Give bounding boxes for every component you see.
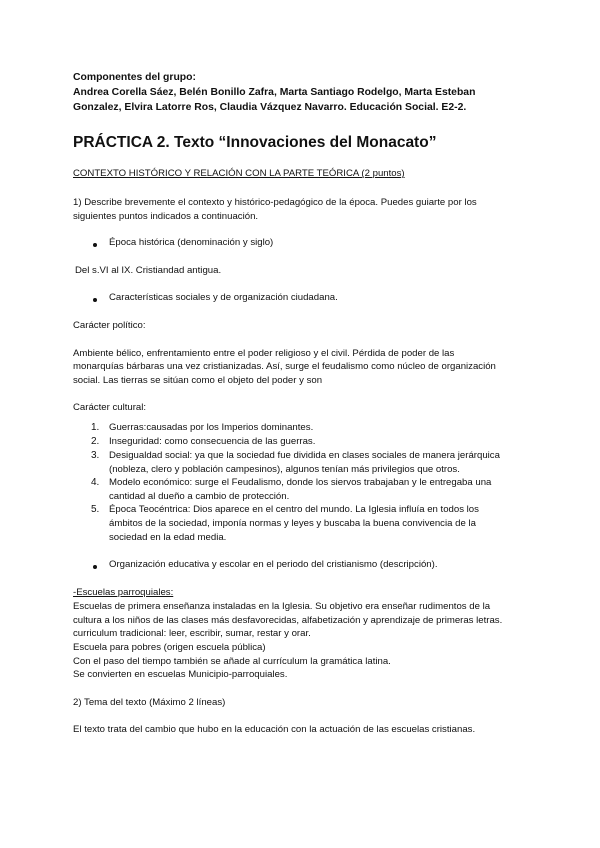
question-1-text: siguientes puntos indicados a continuación. <box>73 211 259 222</box>
list-number: 3. <box>91 450 100 461</box>
bullet-icon <box>93 298 97 302</box>
group-members-line: Gonzalez, Elvira Latorre Ros, Claudia Vázquez Navarro. Educación Social. E2-2. <box>73 102 467 113</box>
list-item-continuation: sociedad en la edad media. <box>109 532 227 543</box>
bullet-epoca: Época histórica (denominación y siglo) <box>109 237 274 248</box>
politico-text: social. Las tierras se sitúan como el objeto del poder y son <box>73 375 323 386</box>
escuelas-text: Escuela para pobres (origen escuela pública) <box>73 642 266 653</box>
group-members-line: Andrea Corella Sáez, Belén Bonillo Zafra, Marta Santiago Rodelgo, Marta Esteban <box>73 87 476 98</box>
list-item: Modelo económico: surge el Feudalismo, donde los siervos trabajaban y le entregaba una <box>109 477 492 488</box>
list-item-continuation: (nobleza, clero y población campesinos), algunos tenían más privilegios que otros. <box>109 464 460 475</box>
list-number: 2. <box>91 436 100 447</box>
list-item-continuation: cantidad al dueño a cambio de protección. <box>109 491 290 502</box>
list-number: 4. <box>91 477 100 488</box>
bullet-organizacion: Organización educativa y escolar en el periodo del cristianismo (descripción). <box>109 559 438 570</box>
list-item: Desigualdad social: ya que la sociedad fue dividida en clases sociales de manera jerárquica <box>109 450 500 461</box>
bullet-icon <box>93 243 97 247</box>
question-2-text: 2) Tema del texto (Máximo 2 líneas) <box>73 697 226 708</box>
politico-text: monarquías bárbaras una vez cristianizadas. Así, surge el feudalismo como núcleo de organización <box>73 361 496 372</box>
group-members-label: Componentes del grupo: <box>73 72 196 83</box>
list-number: 5. <box>91 504 100 515</box>
page-title: PRÁCTICA 2. Texto “Innovaciones del Monacato” <box>73 134 437 151</box>
caracter-cultural-label: Carácter cultural: <box>73 402 147 413</box>
escuelas-text: curriculum tradicional: leer, escribir, sumar, restar y orar. <box>73 628 311 639</box>
escuelas-text: Se convierten en escuelas Municipio-parroquiales. <box>73 669 288 680</box>
bullet-icon <box>93 565 97 569</box>
question-1-text: 1) Describe brevemente el contexto y histórico-pedagógico de la época. Puedes guiarte por los <box>73 197 477 208</box>
list-number: 1. <box>91 422 100 433</box>
answer-tema: El texto trata del cambio que hubo en la educación con la actuación de las escuelas cristianas. <box>73 724 476 735</box>
escuelas-text: Escuelas de primera enseñanza instaladas en la Iglesia. Su objetivo era enseñar rudimentos de la <box>73 601 491 612</box>
list-item: Guerras:causadas por los Imperios dominantes. <box>109 422 314 433</box>
escuelas-text: Con el paso del tiempo también se añade al currículum la gramática latina. <box>73 656 391 667</box>
escuelas-heading: -Escuelas parroquiales: <box>73 587 174 598</box>
list-item: Época Teocéntrica: Dios aparece en el centro del mundo. La Iglesia influía en todos los <box>109 504 479 515</box>
list-item: Inseguridad: como consecuencia de las guerras. <box>109 436 316 447</box>
section-heading: CONTEXTO HISTÓRICO Y RELACIÓN CON LA PARTE TEÓRICA (2 puntos) <box>73 168 405 179</box>
answer-epoca: Del s.VI al IX. Cristiandad antigua. <box>75 265 222 276</box>
bullet-caracteristicas: Características sociales y de organización ciudadana. <box>109 292 338 303</box>
list-item-continuation: ámbitos de la sociedad, imponía normas y leyes y buscaba la buena convivencia de la <box>109 518 476 529</box>
caracter-politico-label: Carácter político: <box>73 320 146 331</box>
politico-text: Ambiente bélico, enfrentamiento entre el poder religioso y el civil. Pérdida de poder de las <box>73 348 455 359</box>
escuelas-text: cultura a los niños de las clases más desfavorecidas, alfabetización y aprendizaje de primeras letras. <box>73 615 503 626</box>
